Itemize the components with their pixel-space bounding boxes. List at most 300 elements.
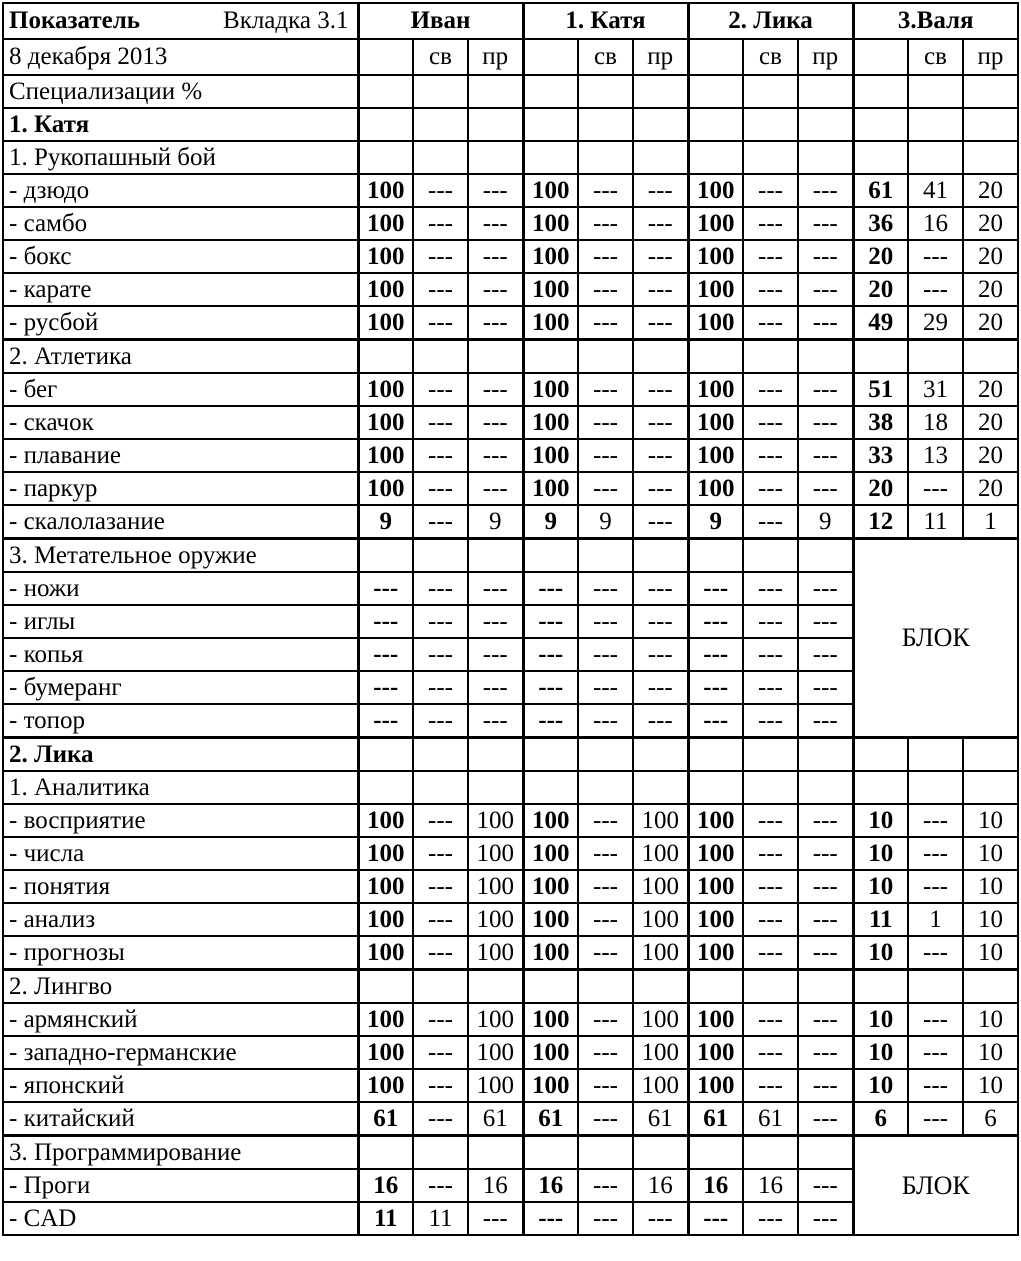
value-cell — [413, 539, 468, 573]
value-cell: --- — [578, 671, 633, 704]
value-cell: 100 — [688, 240, 743, 273]
value-cell — [688, 75, 743, 108]
table-row — [3, 1036, 1018, 1069]
row-label: - плавание — [3, 439, 358, 472]
value-cell — [688, 108, 743, 141]
value-cell: --- — [908, 804, 963, 837]
row-label: - прогнозы — [3, 936, 358, 970]
value-cell — [688, 1136, 743, 1170]
subcol-total — [853, 39, 908, 75]
value-cell: 20 — [853, 273, 908, 306]
value-cell — [578, 539, 633, 573]
row-label: - самбо — [3, 207, 358, 240]
value-cell: 100 — [688, 1003, 743, 1036]
subcol-total — [358, 39, 413, 75]
value-cell: --- — [578, 903, 633, 936]
value-cell: --- — [413, 207, 468, 240]
value-cell: --- — [413, 406, 468, 439]
value-cell: 20 — [963, 439, 1018, 472]
value-cell: --- — [578, 373, 633, 406]
table-row — [3, 539, 1018, 573]
value-cell: --- — [743, 273, 798, 306]
value-cell: --- — [468, 439, 523, 472]
value-cell: --- — [908, 1036, 963, 1069]
value-cell: --- — [633, 273, 688, 306]
value-cell — [578, 970, 633, 1004]
value-cell: --- — [798, 439, 853, 472]
value-cell: 9 — [358, 505, 413, 539]
value-cell — [798, 141, 853, 174]
value-cell: 100 — [523, 273, 578, 306]
value-cell: 10 — [963, 804, 1018, 837]
row-label: - скалолазание — [3, 505, 358, 539]
value-cell: 16 — [688, 1169, 743, 1202]
value-cell: 20 — [853, 472, 908, 505]
value-cell: --- — [798, 870, 853, 903]
value-cell: --- — [908, 870, 963, 903]
value-cell: --- — [688, 704, 743, 738]
value-cell: --- — [633, 638, 688, 671]
value-cell — [468, 340, 523, 374]
value-cell — [358, 141, 413, 174]
value-cell: 20 — [963, 373, 1018, 406]
value-cell: --- — [798, 373, 853, 406]
value-cell — [413, 738, 468, 772]
value-cell: --- — [413, 870, 468, 903]
value-cell — [688, 539, 743, 573]
value-cell — [468, 75, 523, 108]
value-cell — [358, 738, 413, 772]
value-cell: 100 — [358, 373, 413, 406]
value-cell: --- — [413, 373, 468, 406]
value-cell: 10 — [963, 1036, 1018, 1069]
value-cell — [908, 970, 963, 1004]
value-cell: 100 — [358, 903, 413, 936]
value-cell — [523, 141, 578, 174]
value-cell: 33 — [853, 439, 908, 472]
value-cell: --- — [578, 406, 633, 439]
row-label: 3. Метательное оружие — [3, 539, 358, 573]
value-cell: 100 — [523, 837, 578, 870]
value-cell: 100 — [523, 240, 578, 273]
value-cell: --- — [578, 638, 633, 671]
header-indicator-cell — [3, 3, 358, 39]
value-cell — [468, 539, 523, 573]
value-cell: --- — [743, 240, 798, 273]
value-cell: --- — [908, 1003, 963, 1036]
value-cell — [743, 1136, 798, 1170]
row-label: - дзюдо — [3, 174, 358, 207]
value-cell — [468, 141, 523, 174]
value-cell: --- — [743, 207, 798, 240]
value-cell: --- — [413, 174, 468, 207]
value-cell — [963, 141, 1018, 174]
value-cell: --- — [468, 207, 523, 240]
row-label: - числа — [3, 837, 358, 870]
row-label: - западно-германские — [3, 1036, 358, 1069]
table-row — [3, 505, 1018, 539]
subcol-sv: св — [413, 39, 468, 75]
value-cell: --- — [468, 638, 523, 671]
value-cell: 100 — [523, 306, 578, 340]
table-row — [3, 870, 1018, 903]
tab-label: Вкладка 3.1 — [223, 7, 349, 34]
value-cell: 100 — [523, 903, 578, 936]
value-cell: 61 — [523, 1102, 578, 1136]
value-cell: --- — [413, 439, 468, 472]
value-cell: --- — [468, 174, 523, 207]
value-cell: 61 — [468, 1102, 523, 1136]
row-label: 1. Рукопашный бой — [3, 141, 358, 174]
value-cell — [578, 75, 633, 108]
value-cell: 100 — [358, 837, 413, 870]
value-cell: --- — [578, 273, 633, 306]
value-cell: 11 — [908, 505, 963, 539]
value-cell: 20 — [963, 273, 1018, 306]
value-cell: 11 — [853, 903, 908, 936]
value-cell: --- — [413, 1102, 468, 1136]
value-cell: --- — [578, 870, 633, 903]
value-cell: 100 — [358, 439, 413, 472]
value-cell: --- — [633, 572, 688, 605]
value-cell: 100 — [523, 472, 578, 505]
value-cell: --- — [908, 273, 963, 306]
table-row — [3, 804, 1018, 837]
row-label: - армянский — [3, 1003, 358, 1036]
value-cell — [963, 108, 1018, 141]
value-cell: --- — [743, 505, 798, 539]
table-row — [3, 837, 1018, 870]
value-cell: --- — [578, 174, 633, 207]
value-cell: --- — [523, 1202, 578, 1235]
table-row — [3, 273, 1018, 306]
value-cell — [633, 340, 688, 374]
row-label: - иглы — [3, 605, 358, 638]
value-cell: 100 — [523, 207, 578, 240]
value-cell: 100 — [633, 1036, 688, 1069]
value-cell — [743, 970, 798, 1004]
value-cell: 100 — [358, 936, 413, 970]
value-cell: --- — [468, 273, 523, 306]
value-cell: --- — [523, 638, 578, 671]
value-cell — [743, 340, 798, 374]
value-cell: 100 — [468, 1036, 523, 1069]
value-cell — [853, 970, 908, 1004]
value-cell: --- — [633, 207, 688, 240]
value-cell — [523, 75, 578, 108]
value-cell: 100 — [688, 207, 743, 240]
value-cell: --- — [743, 572, 798, 605]
value-cell: --- — [798, 1003, 853, 1036]
value-cell: 12 — [853, 505, 908, 539]
value-cell: --- — [743, 406, 798, 439]
row-label: - японский — [3, 1069, 358, 1102]
value-cell: 100 — [468, 1003, 523, 1036]
value-cell: --- — [798, 472, 853, 505]
value-cell: --- — [358, 671, 413, 704]
value-cell: --- — [743, 671, 798, 704]
value-cell: --- — [743, 472, 798, 505]
value-cell: --- — [413, 1036, 468, 1069]
value-cell — [963, 75, 1018, 108]
value-cell: --- — [633, 472, 688, 505]
value-cell — [908, 108, 963, 141]
value-cell — [468, 738, 523, 772]
value-cell: --- — [798, 704, 853, 738]
value-cell: --- — [688, 671, 743, 704]
value-cell: 61 — [743, 1102, 798, 1136]
value-cell — [578, 141, 633, 174]
value-cell: --- — [413, 903, 468, 936]
value-cell — [358, 1136, 413, 1170]
value-cell: --- — [743, 903, 798, 936]
value-cell: 100 — [688, 439, 743, 472]
value-cell — [578, 340, 633, 374]
row-label: 3. Программирование — [3, 1136, 358, 1170]
value-cell: 100 — [358, 273, 413, 306]
value-cell: 100 — [468, 837, 523, 870]
value-cell: 100 — [358, 1003, 413, 1036]
value-cell: --- — [908, 472, 963, 505]
value-cell: --- — [413, 505, 468, 539]
value-cell: 20 — [963, 406, 1018, 439]
value-cell: 1 — [908, 903, 963, 936]
value-cell: 16 — [358, 1169, 413, 1202]
value-cell: --- — [743, 936, 798, 970]
table-row — [3, 406, 1018, 439]
value-cell — [413, 1136, 468, 1170]
value-cell — [963, 771, 1018, 804]
table-row — [3, 1069, 1018, 1102]
table-row — [3, 373, 1018, 406]
table-row — [3, 1003, 1018, 1036]
value-cell: 9 — [798, 505, 853, 539]
value-cell: 100 — [688, 373, 743, 406]
value-cell: --- — [468, 572, 523, 605]
value-cell: 10 — [853, 1036, 908, 1069]
row-label: 1. Аналитика — [3, 771, 358, 804]
value-cell — [908, 771, 963, 804]
value-cell — [798, 970, 853, 1004]
value-cell: --- — [358, 704, 413, 738]
value-cell: 11 — [413, 1202, 468, 1235]
value-cell — [358, 970, 413, 1004]
value-cell: --- — [413, 671, 468, 704]
value-cell: --- — [468, 406, 523, 439]
value-cell — [468, 108, 523, 141]
value-cell: --- — [743, 306, 798, 340]
value-cell — [578, 1136, 633, 1170]
value-cell: 10 — [963, 837, 1018, 870]
value-cell: 38 — [853, 406, 908, 439]
value-cell: --- — [578, 240, 633, 273]
value-cell: 16 — [633, 1169, 688, 1202]
value-cell: --- — [413, 704, 468, 738]
value-cell: --- — [578, 1069, 633, 1102]
value-cell: 20 — [963, 174, 1018, 207]
value-cell: 100 — [358, 174, 413, 207]
value-cell: 100 — [358, 870, 413, 903]
date-label: 8 декабря 2013 — [3, 39, 358, 75]
value-cell — [468, 771, 523, 804]
value-cell — [743, 539, 798, 573]
row-label: - скачок — [3, 406, 358, 439]
value-cell: --- — [468, 605, 523, 638]
table-row — [3, 903, 1018, 936]
value-cell: --- — [413, 306, 468, 340]
value-cell: --- — [688, 1202, 743, 1235]
value-cell — [853, 75, 908, 108]
table-row — [3, 340, 1018, 374]
value-cell: 100 — [523, 1069, 578, 1102]
value-cell: --- — [413, 572, 468, 605]
value-cell: 100 — [633, 837, 688, 870]
person-header: Иван — [358, 3, 523, 39]
table-row — [3, 738, 1018, 772]
value-cell: --- — [578, 1202, 633, 1235]
value-cell — [523, 1136, 578, 1170]
value-cell: 100 — [358, 1036, 413, 1069]
value-cell: --- — [743, 1202, 798, 1235]
value-cell: 100 — [688, 936, 743, 970]
value-cell: --- — [798, 1069, 853, 1102]
value-cell: --- — [743, 1036, 798, 1069]
value-cell: --- — [908, 1069, 963, 1102]
value-cell: --- — [413, 1069, 468, 1102]
value-cell: --- — [743, 870, 798, 903]
value-cell — [853, 108, 908, 141]
table-row — [3, 472, 1018, 505]
value-cell: --- — [468, 1202, 523, 1235]
value-cell: --- — [908, 936, 963, 970]
value-cell: 49 — [853, 306, 908, 340]
value-cell — [963, 340, 1018, 374]
value-cell: 20 — [963, 306, 1018, 340]
value-cell: 61 — [688, 1102, 743, 1136]
value-cell: 100 — [358, 1069, 413, 1102]
row-label: - копья — [3, 638, 358, 671]
row-label: - восприятие — [3, 804, 358, 837]
value-cell: --- — [413, 936, 468, 970]
value-cell: 100 — [688, 406, 743, 439]
value-cell: --- — [578, 439, 633, 472]
value-cell: --- — [413, 472, 468, 505]
value-cell: --- — [578, 605, 633, 638]
value-cell: 10 — [853, 870, 908, 903]
value-cell: 10 — [963, 1003, 1018, 1036]
value-cell — [688, 141, 743, 174]
value-cell: 9 — [523, 505, 578, 539]
value-cell — [413, 771, 468, 804]
table-row — [3, 936, 1018, 970]
value-cell: --- — [688, 638, 743, 671]
value-cell — [523, 340, 578, 374]
value-cell: --- — [743, 704, 798, 738]
value-cell — [633, 970, 688, 1004]
value-cell: 29 — [908, 306, 963, 340]
value-cell — [633, 771, 688, 804]
value-cell: 100 — [523, 1036, 578, 1069]
value-cell: --- — [798, 804, 853, 837]
value-cell: --- — [523, 572, 578, 605]
value-cell — [743, 108, 798, 141]
value-cell: --- — [798, 273, 853, 306]
value-cell: --- — [413, 837, 468, 870]
value-cell: --- — [798, 936, 853, 970]
value-cell: 100 — [468, 1069, 523, 1102]
table-row — [3, 439, 1018, 472]
value-cell: --- — [578, 804, 633, 837]
row-label: - бумеранг — [3, 671, 358, 704]
subcol-total — [523, 39, 578, 75]
table-row — [3, 174, 1018, 207]
value-cell: 10 — [963, 1069, 1018, 1102]
value-cell: --- — [578, 1169, 633, 1202]
value-cell: 100 — [633, 903, 688, 936]
value-cell — [633, 539, 688, 573]
value-cell: 100 — [468, 870, 523, 903]
value-cell: --- — [798, 240, 853, 273]
value-cell: 61 — [633, 1102, 688, 1136]
value-cell: --- — [633, 439, 688, 472]
value-cell: 100 — [688, 174, 743, 207]
row-label: - понятия — [3, 870, 358, 903]
value-cell: --- — [798, 572, 853, 605]
value-cell: 100 — [523, 174, 578, 207]
value-cell — [853, 738, 908, 772]
row-label: - топор — [3, 704, 358, 738]
value-cell: 100 — [633, 936, 688, 970]
value-cell: --- — [798, 638, 853, 671]
row-label: Специализации % — [3, 75, 358, 108]
value-cell: 6 — [853, 1102, 908, 1136]
value-cell: 18 — [908, 406, 963, 439]
value-cell: 41 — [908, 174, 963, 207]
value-cell: 61 — [853, 174, 908, 207]
subcol-sv: св — [908, 39, 963, 75]
value-cell: --- — [798, 406, 853, 439]
value-cell — [688, 340, 743, 374]
subcol-sv: св — [743, 39, 798, 75]
subcol-total — [688, 39, 743, 75]
value-cell: 100 — [358, 306, 413, 340]
value-cell: 16 — [908, 207, 963, 240]
row-label: 2. Лика — [3, 738, 358, 772]
value-cell: 10 — [963, 870, 1018, 903]
value-cell: 100 — [688, 472, 743, 505]
value-cell: --- — [633, 373, 688, 406]
value-cell: --- — [413, 638, 468, 671]
value-cell: --- — [798, 306, 853, 340]
value-cell — [908, 75, 963, 108]
value-cell: 100 — [688, 804, 743, 837]
value-cell: --- — [578, 704, 633, 738]
value-cell — [413, 75, 468, 108]
value-cell — [358, 539, 413, 573]
value-cell: 16 — [523, 1169, 578, 1202]
value-cell: --- — [908, 837, 963, 870]
value-cell: 20 — [963, 472, 1018, 505]
value-cell: --- — [468, 671, 523, 704]
value-cell: 61 — [358, 1102, 413, 1136]
value-cell: --- — [578, 472, 633, 505]
table-row — [3, 306, 1018, 340]
value-cell: --- — [633, 406, 688, 439]
value-cell: --- — [358, 605, 413, 638]
value-cell: --- — [578, 207, 633, 240]
specializations-table — [2, 2, 1019, 1236]
value-cell: --- — [578, 306, 633, 340]
